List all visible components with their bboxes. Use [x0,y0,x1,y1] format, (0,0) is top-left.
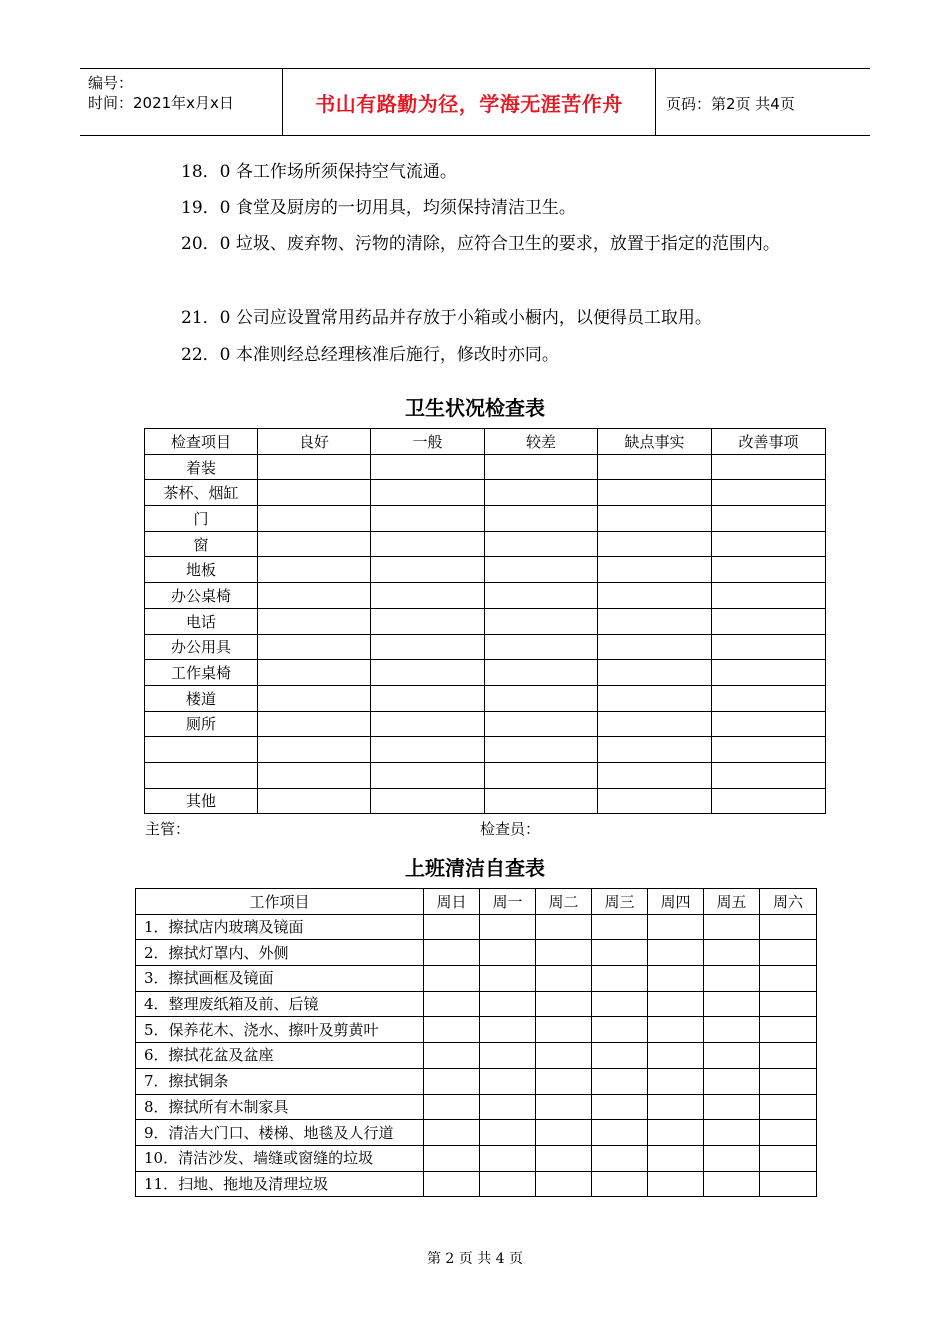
day-check-cell [592,991,648,1017]
rating-cell [712,557,826,583]
header-meta [88,73,234,113]
table-row [136,1017,817,1043]
column-header: 周日 [424,889,480,915]
day-check-cell [704,1171,760,1197]
day-check-cell [760,1017,817,1043]
check-item-label: 厕所 [145,711,258,737]
check-item-label: 其他 [145,788,258,814]
table-row [145,660,826,686]
day-check-cell [592,914,648,940]
task-label: 11．扫地、拖地及清理垃圾 [136,1171,424,1197]
rating-cell [598,557,712,583]
task-label: 4．整理废纸箱及前、后镜 [136,991,424,1017]
day-check-cell [424,1017,480,1043]
table-row [136,966,817,992]
day-check-cell [760,1043,817,1069]
rating-cell [258,557,371,583]
day-check-cell [648,1120,704,1146]
day-check-cell [760,1171,817,1197]
check-item-label: 窗 [145,531,258,557]
paragraph-21: 21．0 公司应设置常用药品并存放于小箱或小橱内，以便得员工取用。 [181,308,712,328]
day-check-cell [480,940,536,966]
day-check-cell [648,966,704,992]
day-check-cell [760,1120,817,1146]
check-item-label: 着装 [145,454,258,480]
rating-cell [712,531,826,557]
day-check-cell [760,966,817,992]
rating-cell [598,660,712,686]
day-check-cell [536,1145,592,1171]
column-header: 缺点事实 [598,429,712,455]
column-header: 周六 [760,889,817,915]
rating-cell [258,711,371,737]
day-check-cell [536,914,592,940]
day-check-cell [536,1120,592,1146]
day-check-cell [424,1043,480,1069]
table-row [145,685,826,711]
rating-cell [371,506,485,532]
day-check-cell [592,1145,648,1171]
day-check-cell [592,1120,648,1146]
rating-cell [712,737,826,763]
rating-cell [598,762,712,788]
check-item-label: 办公用具 [145,634,258,660]
table-row [145,737,826,763]
day-check-cell [760,1094,817,1120]
day-check-cell [648,1043,704,1069]
task-label: 5．保养花木、浇水、擦叶及剪黄叶 [136,1017,424,1043]
rating-cell [485,557,598,583]
rating-cell [485,454,598,480]
column-header: 检查项目 [145,429,258,455]
day-check-cell [424,1145,480,1171]
day-check-cell [424,1094,480,1120]
day-check-cell [648,914,704,940]
rating-cell [371,711,485,737]
task-label: 9．清洁大门口、楼梯、地毯及人行道 [136,1120,424,1146]
day-check-cell [760,1145,817,1171]
rating-cell [598,480,712,506]
day-check-cell [704,966,760,992]
table-row [145,480,826,506]
table-row [136,1120,817,1146]
day-check-cell [704,940,760,966]
rating-cell [258,608,371,634]
table-row [136,1094,817,1120]
rating-cell [712,506,826,532]
day-check-cell [536,966,592,992]
task-label: 7．擦拭铜条 [136,1068,424,1094]
day-check-cell [592,1043,648,1069]
rating-cell [712,711,826,737]
day-check-cell [648,1171,704,1197]
rating-cell [598,737,712,763]
rating-cell [485,788,598,814]
table-row [136,991,817,1017]
day-check-cell [704,914,760,940]
column-header: 改善事项 [712,429,826,455]
rating-cell [371,454,485,480]
rating-cell [258,737,371,763]
day-check-cell [592,1017,648,1043]
day-check-cell [648,991,704,1017]
day-check-cell [760,940,817,966]
table-row [145,711,826,737]
rating-cell [485,685,598,711]
table-row [136,1171,817,1197]
rating-cell [712,634,826,660]
rating-cell [485,737,598,763]
day-check-cell [760,914,817,940]
rating-cell [598,634,712,660]
paragraph-20: 20．0 垃圾、废弃物、污物的清除，应符合卫生的要求，放置于指定的范围内。 [181,234,780,254]
day-check-cell [592,966,648,992]
check-item-label [145,762,258,788]
rating-cell [485,660,598,686]
day-check-cell [480,991,536,1017]
day-check-cell [424,914,480,940]
day-check-cell [648,940,704,966]
column-header: 较差 [485,429,598,455]
rating-cell [371,788,485,814]
day-check-cell [592,940,648,966]
day-check-cell [424,966,480,992]
rating-cell [712,454,826,480]
day-check-cell [480,1017,536,1043]
column-header: 周四 [648,889,704,915]
day-check-cell [592,1068,648,1094]
day-check-cell [424,940,480,966]
rating-cell [598,583,712,609]
day-check-cell [424,1068,480,1094]
table-row [145,531,826,557]
rating-cell [712,480,826,506]
day-check-cell [648,1094,704,1120]
day-check-cell [424,1171,480,1197]
rating-cell [258,788,371,814]
check-item-label: 工作桌椅 [145,660,258,686]
day-check-cell [536,991,592,1017]
rating-cell [485,506,598,532]
paragraph-22: 22．0 本准则经总经理核准后施行，修改时亦同。 [181,345,559,365]
check-item-label: 电话 [145,608,258,634]
rating-cell [371,634,485,660]
rating-cell [485,531,598,557]
column-header: 周五 [704,889,760,915]
rating-cell [485,480,598,506]
day-check-cell [480,914,536,940]
supervisor-label: 主管： [145,820,191,838]
rating-cell [712,788,826,814]
page-header [80,68,870,136]
column-header: 一般 [371,429,485,455]
rating-cell [258,531,371,557]
rating-cell [258,762,371,788]
cleaning-check-table [135,888,817,1197]
day-check-cell [480,1068,536,1094]
check-item-label: 茶杯、烟缸 [145,480,258,506]
rating-cell [371,660,485,686]
task-label: 6．擦拭花盆及盆座 [136,1043,424,1069]
rating-cell [712,762,826,788]
day-check-cell [480,1120,536,1146]
column-header: 工作项目 [136,889,424,915]
day-check-cell [704,991,760,1017]
rating-cell [371,685,485,711]
table-row [145,557,826,583]
day-check-cell [480,1171,536,1197]
day-check-cell [648,1017,704,1043]
rating-cell [598,711,712,737]
day-check-cell [704,1094,760,1120]
table-header-row [136,889,817,915]
rating-cell [258,685,371,711]
day-check-cell [536,1017,592,1043]
rating-cell [712,583,826,609]
rating-cell [371,531,485,557]
paragraph-18: 18．0 各工作场所须保持空气流通。 [181,162,457,182]
task-label: 1．擦拭店内玻璃及镜面 [136,914,424,940]
task-label: 2．擦拭灯罩内、外侧 [136,940,424,966]
hygiene-table-title: 卫生状况检查表 [405,396,545,420]
day-check-cell [704,1145,760,1171]
table-row [145,788,826,814]
rating-cell [258,660,371,686]
rating-cell [598,506,712,532]
rating-cell [598,608,712,634]
rating-cell [598,454,712,480]
day-check-cell [480,1043,536,1069]
rating-cell [485,583,598,609]
column-header: 周二 [536,889,592,915]
column-header: 周三 [592,889,648,915]
day-check-cell [480,1145,536,1171]
table-row [145,634,826,660]
table-row [136,1043,817,1069]
rating-cell [258,454,371,480]
rating-cell [371,762,485,788]
rating-cell [258,506,371,532]
cleaning-table-title: 上班清洁自查表 [405,856,545,880]
day-check-cell [592,1171,648,1197]
inspector-label: 检查员： [480,820,541,838]
time-label: 时间：2021年x月x日 [88,94,234,112]
paragraph-19: 19．0 食堂及厨房的一切用具，均须保持清洁卫生。 [181,198,576,218]
day-check-cell [480,966,536,992]
table-row [136,914,817,940]
rating-cell [485,634,598,660]
day-check-cell [424,1120,480,1146]
check-item-label [145,737,258,763]
rating-cell [598,685,712,711]
check-item-label: 办公桌椅 [145,583,258,609]
rating-cell [371,583,485,609]
column-header: 周一 [480,889,536,915]
check-item-label: 楼道 [145,685,258,711]
day-check-cell [592,1094,648,1120]
day-check-cell [704,1120,760,1146]
check-item-label: 门 [145,506,258,532]
rating-cell [598,531,712,557]
day-check-cell [480,1094,536,1120]
rating-cell [712,608,826,634]
day-check-cell [704,1043,760,1069]
table-row [145,506,826,532]
task-label: 10．清洁沙发、墙缝或窗缝的垃圾 [136,1145,424,1171]
rating-cell [598,788,712,814]
rating-cell [712,660,826,686]
table-row [145,608,826,634]
day-check-cell [536,1094,592,1120]
task-label: 8．擦拭所有木制家具 [136,1094,424,1120]
table-row [145,583,826,609]
rating-cell [485,762,598,788]
rating-cell [485,711,598,737]
table-header-row [145,429,826,455]
rating-cell [371,608,485,634]
table-row [145,762,826,788]
table-row [145,454,826,480]
day-check-cell [648,1068,704,1094]
day-check-cell [536,1043,592,1069]
day-check-cell [648,1145,704,1171]
check-item-label: 地板 [145,557,258,583]
rating-cell [485,608,598,634]
day-check-cell [536,940,592,966]
rating-cell [371,480,485,506]
hygiene-check-table [144,428,826,814]
page-footer: 第 2 页 共 4 页 [426,1251,524,1267]
day-check-cell [536,1068,592,1094]
motto: 书山有路勤为径，学海无涯苦作舟 [282,68,656,136]
rating-cell [712,685,826,711]
day-check-cell [704,1068,760,1094]
table-row [136,1068,817,1094]
rating-cell [258,634,371,660]
day-check-cell [760,991,817,1017]
table-row [136,940,817,966]
rating-cell [258,480,371,506]
rating-cell [258,583,371,609]
page-number-label: 页码：第2页 共4页 [666,95,795,113]
day-check-cell [760,1068,817,1094]
table-row [136,1145,817,1171]
task-label: 3．擦拭画框及镜面 [136,966,424,992]
number-label: 编号： [88,74,134,92]
rating-cell [371,737,485,763]
column-header: 良好 [258,429,371,455]
day-check-cell [536,1171,592,1197]
day-check-cell [424,991,480,1017]
day-check-cell [704,1017,760,1043]
rating-cell [371,557,485,583]
